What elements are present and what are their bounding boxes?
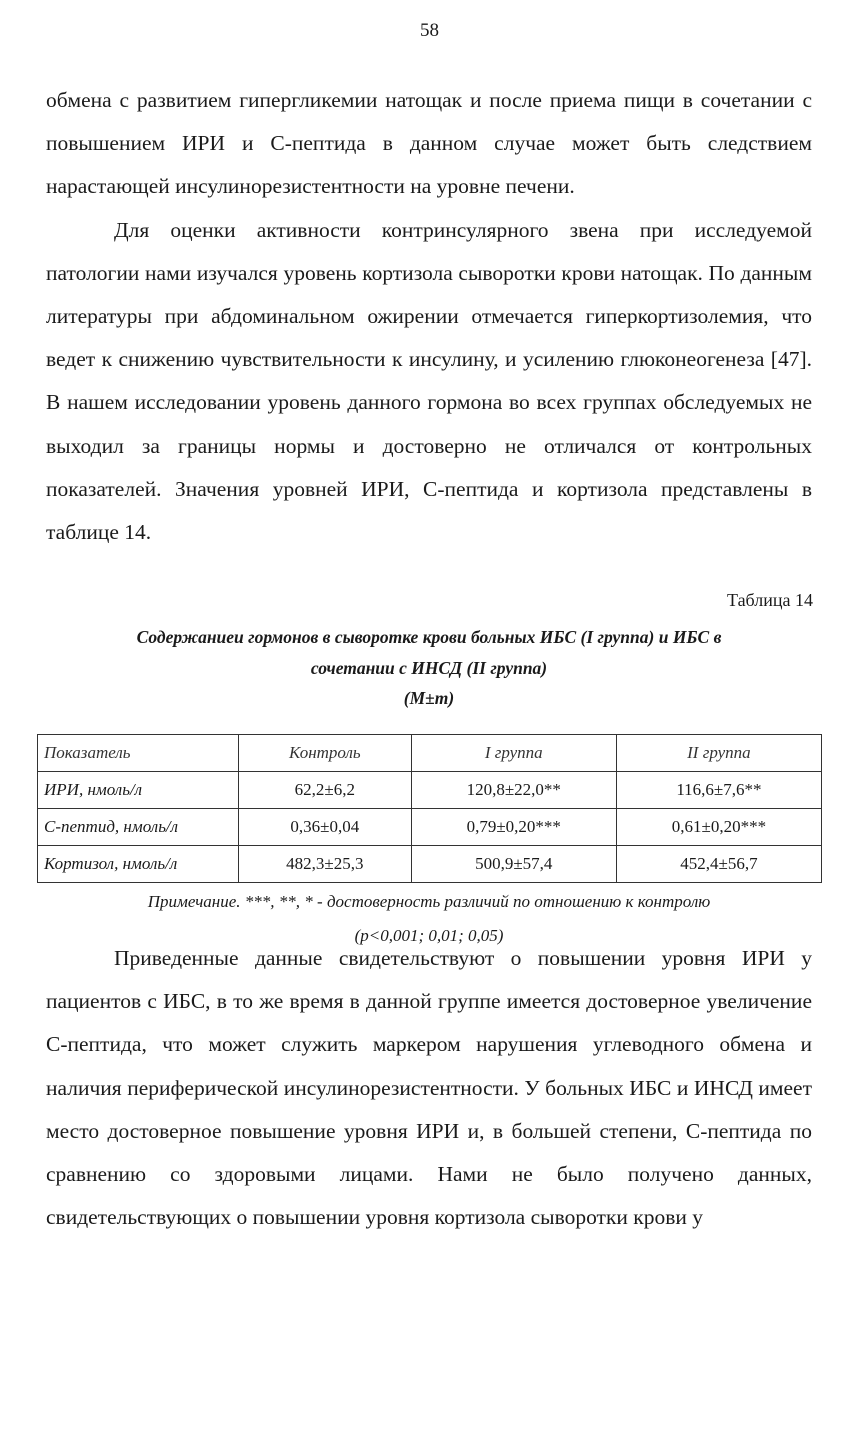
table-cell: 482,3±25,3 xyxy=(239,846,412,883)
table-header-row xyxy=(38,735,822,772)
table-cell: ИРИ, нмоль/л xyxy=(38,772,239,809)
table-header-cell: I группа xyxy=(411,735,616,772)
text-block-top xyxy=(46,79,812,554)
table-row xyxy=(38,846,822,883)
table-cell: 0,61±0,20*** xyxy=(616,809,821,846)
table-header-cell: Показатель xyxy=(38,735,239,772)
table-number: Таблица 14 xyxy=(727,590,813,610)
table-note-line: (p<0,001; 0,01; 0,05) xyxy=(354,926,504,945)
table-cell: 62,2±6,2 xyxy=(239,772,412,809)
table-title-line: Содержаниеи гормонов в сыворотке крови больных ИБС (I группа) и ИБС в xyxy=(136,627,722,647)
table-cell: С-пептид, нмоль/л xyxy=(38,809,239,846)
table-note-line: Примечание. ***, **, * - достоверность различий по отношению к контролю xyxy=(147,892,711,911)
paragraph: обмена с развитием гипергликемии натощак и после приема пищи в сочетании с повышением ИРИ и С-пептида в данном случае может быть следствием нарастающей инсулинорезистентности на уровне печени. xyxy=(46,88,812,199)
table-header-cell: Контроль xyxy=(239,735,412,772)
hormone-table xyxy=(37,734,822,883)
table-cell: 500,9±57,4 xyxy=(411,846,616,883)
table-cell: 116,6±7,6** xyxy=(616,772,821,809)
table-row xyxy=(38,809,822,846)
paragraph: Для оценки активности контринсулярного звена при исследуемой патологии нами изучался уровень кортизола сыворотки крови натощак. По данным литературы при абдоминальном ожирении отмечается гиперкортизолемия, что ведет к снижению чувствительности к инсулину, и усилению глюконеогенеза [47]. В нашем исследовании уровень данного гормона во всех группах обследуемых не выходил за границы нормы и достоверно не отличался от контрольных показателей. Значения уровней ИРИ, С-пептида и кортизола представлены в таблице 14. xyxy=(46,217,812,545)
paragraph: Приведенные данные свидетельствуют о повышении уровня ИРИ у пациентов с ИБС, в то же время в данной группе имеется достоверное увеличение С-пептида, что может служить маркером нарушения углеводного обмена и наличия периферической инсулинорезистентности. У больных ИБС и ИНСД имеет место достоверное повышение уровня ИРИ и, в большей степени, С-пептида по сравнению со здоровыми лицами. Нами не было получено данных, свидетельствующих о повышении уровня кортизола сыворотки крови у xyxy=(46,946,812,1230)
table-header-cell: II группа xyxy=(616,735,821,772)
table-cell: 0,36±0,04 xyxy=(239,809,412,846)
table-cell: 452,4±56,7 xyxy=(616,846,821,883)
table-title-line: (M±m) xyxy=(403,688,455,708)
table-cell: 120,8±22,0** xyxy=(411,772,616,809)
table-cell: Кортизол, нмоль/л xyxy=(38,846,239,883)
text-block-bottom xyxy=(46,937,812,1239)
table-row xyxy=(38,772,822,809)
table-cell: 0,79±0,20*** xyxy=(411,809,616,846)
table-title xyxy=(46,622,812,714)
page-number: 58 xyxy=(420,20,439,41)
table-title-line: сочетании с ИНСД (II группа) xyxy=(310,657,548,678)
